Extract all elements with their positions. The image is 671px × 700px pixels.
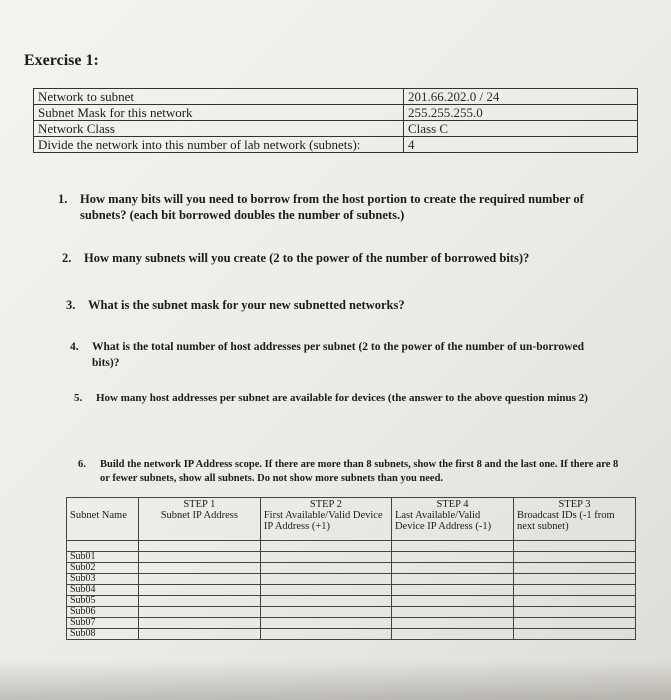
question-text: What is the subnet mask for your new subnetted networks? [88, 298, 405, 312]
info-label: Subnet Mask for this network [34, 105, 404, 121]
question-number: 5. [74, 392, 83, 404]
table-row [67, 552, 636, 563]
question-number: 6. [78, 459, 86, 470]
table-cell[interactable] [260, 629, 391, 640]
question-text: How many bits will you need to borrow from the host portion to create the required number of subnets? (each bit borrowed doubles the number of subnets.) [80, 192, 584, 222]
info-row [34, 105, 638, 121]
info-value: 4 [404, 137, 638, 153]
question-number: 2. [62, 251, 72, 265]
subnet-name: Sub02 [67, 563, 139, 574]
question-number: 3. [66, 298, 76, 312]
header-label: Subnet IP Address [160, 510, 238, 521]
scope-header-last-ip [391, 498, 513, 541]
question-number: 1. [58, 192, 68, 206]
question-text: What is the total number of host addresses per subnet (2 to the power of the number of un-borrowed bits)? [92, 341, 584, 369]
scope-header-first-ip [260, 498, 391, 541]
subnet-name: Sub06 [67, 607, 139, 618]
table-cell[interactable] [513, 607, 635, 618]
table-row [67, 585, 636, 596]
table-cell[interactable] [138, 574, 260, 585]
question-2 [62, 250, 622, 266]
table-cell[interactable] [391, 552, 513, 563]
info-label: Network to subnet [34, 89, 404, 105]
table-cell[interactable] [260, 618, 391, 629]
header-label: Last Available/Valid Device IP Address (-1) [394, 510, 492, 532]
table-cell [391, 541, 513, 552]
header-label: Broadcast IDs (-1 from next subnet) [516, 510, 615, 532]
table-row [67, 596, 636, 607]
question-5 [74, 390, 614, 406]
info-value: 255.255.255.0 [404, 105, 638, 121]
table-cell[interactable] [513, 552, 635, 563]
subnet-name: Sub08 [67, 629, 139, 640]
table-cell[interactable] [260, 607, 391, 618]
table-cell[interactable] [513, 596, 635, 607]
table-cell[interactable] [513, 574, 635, 585]
table-cell[interactable] [138, 618, 260, 629]
step-label: STEP 2 [309, 499, 342, 510]
step-label: STEP 3 [558, 499, 591, 510]
table-cell[interactable] [391, 629, 513, 640]
subnet-name: Sub07 [67, 618, 139, 629]
subnet-name: Sub03 [67, 574, 139, 585]
question-text: How many host addresses per subnet are available for devices (the answer to the above question minus 2) [96, 392, 588, 404]
table-cell[interactable] [391, 607, 513, 618]
table-row [67, 607, 636, 618]
table-cell[interactable] [513, 563, 635, 574]
table-cell[interactable] [260, 596, 391, 607]
info-label: Divide the network into this number of lab network (subnets): [34, 137, 404, 153]
network-info-table [33, 88, 638, 153]
table-cell [260, 541, 391, 552]
table-cell[interactable] [391, 618, 513, 629]
table-cell[interactable] [513, 618, 635, 629]
step-label [70, 499, 135, 510]
scope-header-subnet-name [67, 498, 139, 541]
table-cell[interactable] [391, 574, 513, 585]
question-4 [70, 339, 610, 371]
header-label: First Available/Valid Device IP Address (+1) [263, 510, 383, 532]
table-cell[interactable] [138, 607, 260, 618]
table-cell[interactable] [138, 552, 260, 563]
table-cell[interactable] [513, 585, 635, 596]
question-3 [66, 297, 626, 313]
subnet-name: Sub01 [67, 552, 139, 563]
table-cell[interactable] [391, 585, 513, 596]
question-number: 4. [70, 341, 79, 353]
info-row [34, 89, 638, 105]
table-row [67, 574, 636, 585]
subnet-name: Sub04 [67, 585, 139, 596]
table-cell[interactable] [391, 563, 513, 574]
ip-scope-table [66, 497, 636, 640]
question-6 [78, 458, 638, 486]
table-cell[interactable] [260, 552, 391, 563]
table-cell [138, 541, 260, 552]
photo-shadow [0, 660, 671, 700]
step-label: STEP 4 [436, 499, 469, 510]
table-cell[interactable] [391, 596, 513, 607]
exercise-title: Exercise 1: [24, 52, 99, 69]
table-row [67, 629, 636, 640]
info-value: Class C [404, 121, 638, 137]
question-1 [58, 191, 618, 223]
info-value: 201.66.202.0 / 24 [404, 89, 638, 105]
table-row [67, 618, 636, 629]
subnet-name: Sub05 [67, 596, 139, 607]
table-cell[interactable] [138, 563, 260, 574]
scope-header-subnet-ip [138, 498, 260, 541]
table-cell[interactable] [260, 585, 391, 596]
table-cell [67, 541, 139, 552]
info-label: Network Class [34, 121, 404, 137]
header-label: Subnet Name [70, 510, 127, 521]
table-cell[interactable] [260, 563, 391, 574]
scope-header-row [67, 498, 636, 541]
step-label: STEP 1 [183, 499, 216, 510]
table-cell[interactable] [138, 585, 260, 596]
info-row [34, 121, 638, 137]
info-row [34, 137, 638, 153]
scope-spacer-row [67, 541, 636, 552]
table-cell [513, 541, 635, 552]
table-cell[interactable] [138, 629, 260, 640]
table-cell[interactable] [138, 596, 260, 607]
table-cell[interactable] [513, 629, 635, 640]
question-text: Build the network IP Address scope. If there are more than 8 subnets, show the first 8 and the last one. If there are 8 or fewer subnets, show all subnets. Do not show more subnets than you need. [100, 459, 619, 484]
table-cell[interactable] [260, 574, 391, 585]
question-text: How many subnets will you create (2 to the power of the number of borrowed bits)? [84, 251, 530, 265]
table-row [67, 563, 636, 574]
scope-header-broadcast [513, 498, 635, 541]
